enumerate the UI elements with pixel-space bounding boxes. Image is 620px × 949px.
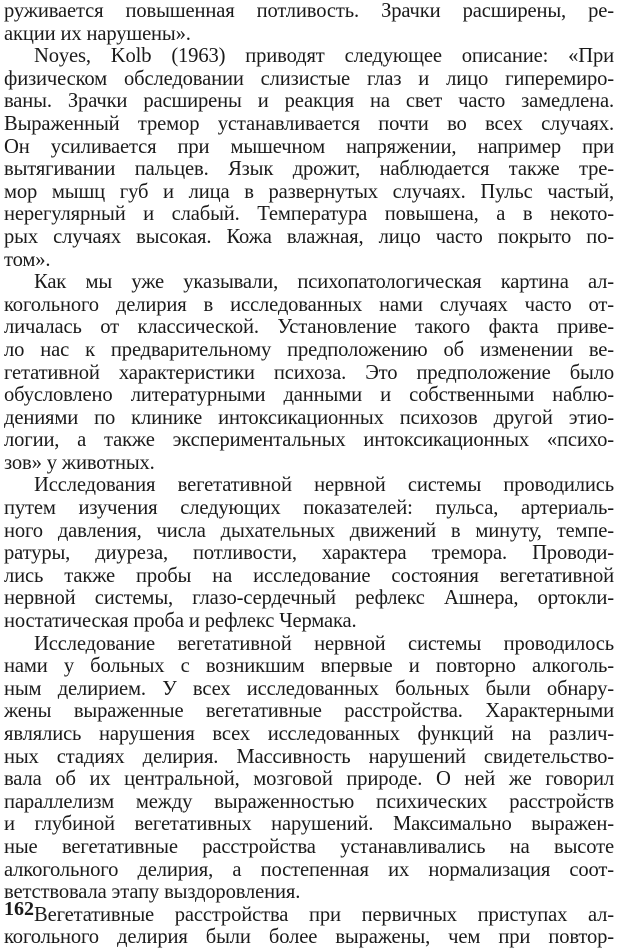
text-line: ные вегетативные расстройства устанавливались на высоте: [4, 835, 614, 858]
page-number: 162: [4, 898, 34, 920]
text-line: ностатическая проба и рефлекс Чермака.: [4, 610, 357, 633]
text-line: ло нас к предварительному предположению об изменении ве-: [4, 338, 614, 361]
text-line: ных стадиях делирия. Массивность нарушений свидетельство-: [4, 745, 614, 768]
text-line: Исследование вегетативной нервной системы проводилось: [34, 632, 614, 655]
text-line: руживается повышенная потливость. Зрачки расширены, ре-: [4, 0, 614, 22]
paragraph-noyes-kolb-quote: [4, 45, 614, 271]
text-line: и глубиной вегетативных нарушений. Максимально выражен-: [4, 813, 614, 836]
text-line: обусловлено литературными данными и собственными наблю-: [4, 384, 614, 407]
text-line: Вегетативные расстройства при первичных приступах ал-: [34, 903, 614, 926]
book-page: [4, 0, 614, 949]
text-line: Как мы уже указывали, психопатологическая картина ал-: [34, 271, 614, 294]
text-line: когольного делирия были более выражены, чем при повтор-: [4, 926, 614, 949]
text-line: путем изучения следующих показателей: пульса, артериаль-: [4, 497, 614, 520]
text-line: нерегулярный и слабый. Температура повышена, а в некото-: [4, 203, 614, 226]
text-line: Он усиливается при мышечном напряжении, например при: [4, 135, 614, 158]
text-line: являлись нарушения всех исследованных функций на различ-: [4, 723, 614, 745]
text-line: жены выраженные вегетативные расстройства. Характерными: [4, 700, 614, 723]
text-line: зов» у животных.: [4, 451, 155, 474]
text-line: акции их нарушены».: [4, 22, 191, 45]
paragraph-primary-episodes: [4, 904, 614, 949]
text-line: параллелизм между выраженностью психических расстройств: [4, 790, 614, 813]
text-line: мор мышц губ и лица в развернутых случаях. Пульс частый,: [4, 180, 614, 203]
text-line: ратуры, диуреза, потливости, характера тремора. Проводи-: [4, 542, 614, 565]
text-line: когольного делирия в исследованных нами случаях часто от-: [4, 293, 614, 316]
text-line: Исследования вегетативной нервной системы проводились: [34, 474, 614, 497]
text-line: лись также пробы на исследование состояния вегетативной: [4, 564, 614, 587]
text-line: Noyes, Kolb (1963) приводят следующее описание: «При: [34, 45, 614, 68]
text-line: логии, а также экспериментальных интоксикационных «психо-: [4, 429, 614, 452]
text-line: ного давления, числа дыхательных движений в минуту, темпе-: [4, 519, 614, 542]
text-line: ваны. Зрачки расширены и реакция на свет часто замедлена.: [4, 90, 614, 113]
text-line: дениями по клинике интоксикационных психозов другой этио-: [4, 406, 614, 429]
text-line: вытягивании пальцев. Язык дрожит, наблюдается также тре-: [4, 158, 614, 181]
text-line: алкогольного делирия, а постепенная их нормализация соот-: [4, 858, 614, 881]
paragraph-psychopathology: [4, 271, 614, 474]
paragraph-continuation: [4, 0, 614, 45]
text-line: рых случаях высокая. Кожа влажная, лицо часто покрыто по-: [4, 225, 614, 248]
paragraph-findings: [4, 633, 614, 904]
text-line: ным делирием. У всех исследованных больных были обнару-: [4, 677, 614, 700]
text-line: физическом обследовании слизистые глаз и лицо гиперемиро-: [4, 67, 614, 90]
text-line: нервной системы, глазо-сердечный рефлекс Ашнера, ортокли-: [4, 587, 614, 610]
text-line: Выраженный тремор устанавливается почти во всех случаях.: [4, 112, 614, 135]
text-line: ветствовала этапу выздоровления.: [4, 881, 301, 904]
text-line: вала об их центральной, мозговой природе. О ней же говорил: [4, 768, 614, 791]
paragraph-methods: [4, 474, 614, 632]
text-line: том».: [4, 248, 51, 271]
text-line: нами у больных с возникшим впервые и повторно алкоголь-: [4, 655, 614, 678]
text-line: личалась от классической. Установление такого факта приве-: [4, 316, 614, 339]
text-line: гетативной характеристики психоза. Это предположение было: [4, 361, 614, 384]
